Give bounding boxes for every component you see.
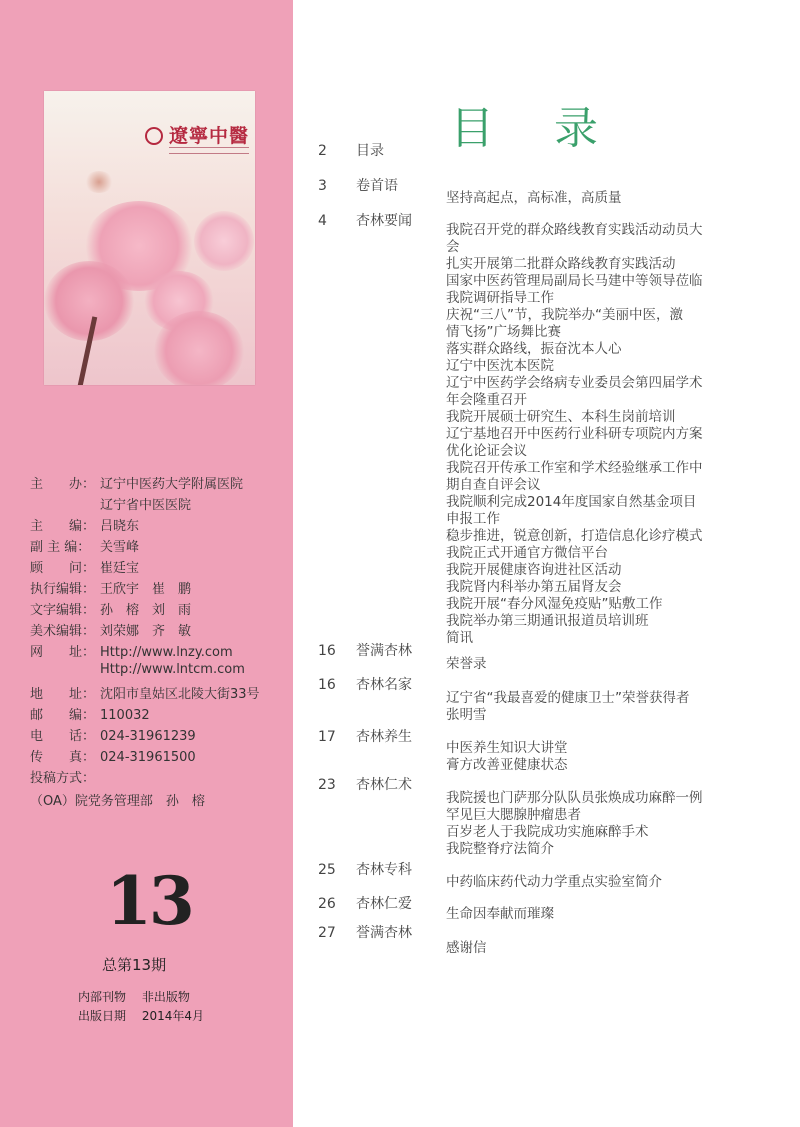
section-name: 杏林养生 (356, 729, 412, 745)
section-name: 杏林要闻 (356, 213, 412, 229)
info-label: 主 编： (30, 519, 96, 534)
section-name: 杏林专科 (356, 862, 412, 878)
toc-section[interactable] (318, 893, 412, 913)
article-title[interactable]: 中医养生知识大讲堂 (446, 740, 568, 756)
publication-date: 出版日期 2014年4月 (78, 1009, 204, 1023)
info-label: 邮 编： (30, 708, 96, 723)
blossom (154, 311, 244, 385)
article-title[interactable]: 国家中医药管理局副局长马建中等领导莅临 (446, 273, 703, 289)
info-value: 沈阳市皇姑区北陵大街33号 (100, 687, 260, 702)
article-title[interactable]: 简讯 (446, 630, 473, 646)
article-title[interactable]: 辽宁省“我最喜爱的健康卫士”荣誉获得者 (446, 690, 690, 706)
info-row (30, 599, 191, 618)
toc-section[interactable] (318, 140, 384, 160)
info-row (30, 683, 260, 702)
article-title[interactable]: 荣誉录 (446, 656, 487, 672)
toc-section[interactable] (318, 210, 412, 230)
article-group[interactable] (446, 790, 746, 858)
page-number: 23 (318, 777, 336, 793)
article-title[interactable]: 优化论证会议 (446, 443, 527, 459)
info-label: 网 址： (30, 645, 96, 660)
cover-subtitle-lines (169, 147, 249, 154)
toc-section[interactable] (318, 774, 412, 794)
article-title[interactable]: 生命因奉献而璀璨 (446, 906, 554, 922)
article-title[interactable]: 我院正式开通官方微信平台 (446, 545, 608, 561)
article-title[interactable]: 辽宁基地召开中医药行业科研专项院内方案 (446, 426, 703, 442)
toc-section[interactable] (318, 640, 412, 660)
page-number: 2 (318, 143, 327, 159)
article-title[interactable]: 我院召开传承工作室和学术经验继承工作中 (446, 460, 703, 476)
leaf (84, 171, 114, 193)
left-panel (0, 0, 293, 1127)
article-title[interactable]: 庆祝“三八”节，我院举办“美丽中医，激 (446, 307, 683, 323)
info-value: 024-31961239 (100, 729, 196, 744)
article-title[interactable]: 申报工作 (446, 511, 500, 527)
article-title[interactable]: 感谢信 (446, 940, 487, 956)
page-number: 3 (318, 178, 327, 194)
article-title[interactable]: 稳步推进，锐意创新，打造信息化诊疗模式 (446, 528, 703, 544)
info-row (30, 494, 191, 513)
toc-section[interactable] (318, 175, 398, 195)
info-row (30, 536, 139, 555)
article-title[interactable]: 百岁老人于我院成功实施麻醉手术 (446, 824, 649, 840)
info-row (30, 515, 139, 534)
toc-section[interactable] (318, 859, 412, 879)
info-label: 顾 问： (30, 561, 96, 576)
info-label: 电 话： (30, 729, 96, 744)
info-value: 110032 (100, 708, 150, 723)
page-number: 16 (318, 677, 336, 693)
info-value: 吕晓东 (100, 519, 140, 534)
article-group[interactable] (446, 190, 746, 207)
info-label: 文字编辑： (30, 603, 96, 618)
article-group[interactable] (446, 740, 746, 774)
cover-thumbnail (44, 91, 255, 385)
article-title[interactable]: 我院肾内科举办第五届肾友会 (446, 579, 622, 595)
page-number: 27 (318, 925, 336, 941)
article-group[interactable] (446, 222, 746, 647)
article-title[interactable]: 我院开展“春分风湿免疫贴”贴敷工作 (446, 596, 663, 612)
issue-total: 总第13期 (102, 956, 167, 974)
article-title[interactable]: 张明雪 (446, 707, 487, 723)
info-value: 孙 榕 刘 雨 (100, 603, 192, 618)
info-row (30, 790, 205, 809)
info-row (30, 473, 243, 492)
info-label: 地 址： (30, 687, 96, 702)
info-row (30, 704, 150, 723)
page-number: 16 (318, 643, 336, 659)
info-label: 美术编辑： (30, 624, 96, 639)
article-title[interactable]: 坚持高起点，高标准，高质量 (446, 190, 622, 206)
article-title[interactable]: 扎实开展第二批群众路线教育实践活动 (446, 256, 676, 272)
issue-number: 13 (106, 862, 192, 940)
info-row (30, 557, 139, 576)
article-title[interactable]: 会 (446, 239, 460, 255)
info-row (30, 767, 100, 786)
article-group[interactable] (446, 656, 746, 673)
section-name: 誉满杏林 (356, 643, 412, 659)
publication-type: 内部刊物 非出版物 (78, 990, 190, 1004)
article-title[interactable]: 落实群众路线，振奋沈本人心 (446, 341, 622, 357)
section-name: 誉满杏林 (356, 925, 412, 941)
article-title[interactable]: 我院援也门萨那分队队员张焕成功麻醉一例 (446, 790, 703, 806)
page-number: 4 (318, 213, 327, 229)
article-title[interactable]: 辽宁中医药学会络病专业委员会第四届学术 (446, 375, 703, 391)
article-group[interactable] (446, 874, 746, 891)
page-number: 25 (318, 862, 336, 878)
article-group[interactable] (446, 906, 746, 923)
section-name: 杏林仁爱 (356, 896, 412, 912)
toc-title: 目录 (450, 103, 658, 154)
article-title[interactable]: 中药临床药代动力学重点实验室简介 (446, 874, 662, 890)
blossom (194, 211, 254, 271)
info-label: 执行编辑： (30, 582, 96, 597)
article-title[interactable]: 年会隆重召开 (446, 392, 527, 408)
cover-title: 遼寧中醫 (169, 125, 250, 147)
info-value: 辽宁中医药大学附属医院 (100, 477, 244, 492)
article-group[interactable] (446, 940, 746, 957)
article-title[interactable]: 我院整脊疗法简介 (446, 841, 554, 857)
article-title[interactable]: 辽宁中医沈本医院 (446, 358, 554, 374)
info-row (30, 641, 233, 660)
article-title[interactable]: 我院调研指导工作 (446, 290, 554, 306)
info-value: 关雪峰 (100, 540, 140, 555)
article-title[interactable]: 我院顺利完成2014年度国家自然基金项目 (446, 494, 697, 510)
info-row (30, 662, 245, 677)
section-name: 卷首语 (356, 178, 398, 194)
info-row (30, 620, 191, 639)
info-row (30, 578, 191, 597)
article-title[interactable]: 膏方改善亚健康状态 (446, 757, 568, 773)
toc-section[interactable] (318, 674, 412, 694)
website-link[interactable]: Http://www.lntcm.com (100, 662, 245, 677)
article-title[interactable]: 我院开展健康咨询进社区活动 (446, 562, 622, 578)
toc-section[interactable] (318, 922, 412, 942)
article-title[interactable]: 期自查自评会议 (446, 477, 541, 493)
info-value: 王欣宇 崔 鹏 (100, 582, 192, 597)
article-title[interactable]: 罕见巨大腮腺肿瘤患者 (446, 807, 581, 823)
info-row (30, 725, 196, 744)
info-label: 主 办： (30, 477, 96, 492)
website-link[interactable]: Http://www.lnzy.com (100, 645, 233, 660)
article-title[interactable]: 我院举办第三期通讯报道员培训班 (446, 613, 649, 629)
article-group[interactable] (446, 690, 746, 724)
article-title[interactable]: 情飞扬”广场舞比赛 (446, 324, 561, 340)
info-value: 024-31961500 (100, 750, 196, 765)
page-number: 26 (318, 896, 336, 912)
info-label: 传 真： (30, 750, 96, 765)
article-title[interactable]: 我院开展硕士研究生、本科生岗前培训 (446, 409, 676, 425)
info-value: 辽宁省中医医院 (100, 498, 192, 513)
logo-icon (145, 127, 163, 145)
info-value: 崔廷宝 (100, 561, 140, 576)
toc-section[interactable] (318, 726, 412, 746)
section-name: 杏林名家 (356, 677, 412, 693)
info-row (30, 746, 196, 765)
section-name: 杏林仁术 (356, 777, 412, 793)
info-label: 副 主 编： (30, 540, 91, 555)
section-name: 目录 (356, 143, 384, 159)
info-value: 刘荣娜 齐 敏 (100, 624, 192, 639)
info-value: （OA）院党务管理部 孙 榕 (30, 794, 205, 809)
page-number: 17 (318, 729, 336, 745)
info-label: 投稿方式： (30, 771, 96, 786)
article-title[interactable]: 我院召开党的群众路线教育实践活动动员大 (446, 222, 703, 238)
